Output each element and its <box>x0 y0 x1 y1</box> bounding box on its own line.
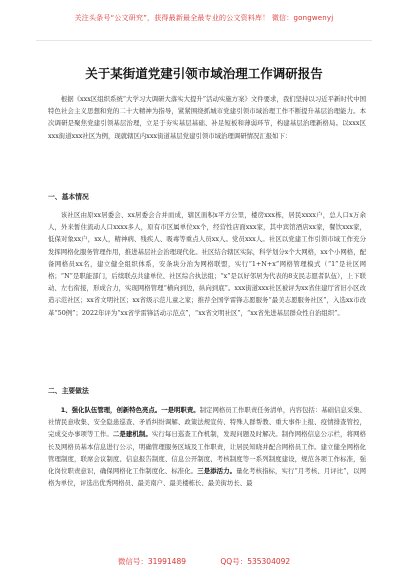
section-heading-basic-info: 一、基本情况 <box>48 193 89 201</box>
practice-item-1-body-3: 量化考核指标，实行“月考核、月评比”，以网格为单位，评选出优秀网格员、最美南户、最美楼栋长、最美街坊长、最 <box>48 467 366 488</box>
footer-qq: QQ号：535304092 <box>220 557 291 566</box>
document-title: 关于某街道党建引领市域治理工作调研报告 <box>85 66 323 81</box>
basic-info-paragraph: 该社区由原xx居委会、xx居委会合并而成，辖区面积x平方公里，楼房xxx栋，居民xxxx户，总人口x万余人，外来暂住流动人口xxxx多人，原有市区属单位xx个，经营性店面xxx家，其中宾馆酒店xx家，餐饮xxx家，低保对象xx户，xx人，精神病、残疾人、吸毒等重点人员xx人。党员xxx人。社区以党建工作引领市域工作充分发挥网格化服务管理作用，推进基层社会治理现代化。社区结合辖区实际，科学划分x个大网格，xx个小网格，配备网格员xx名，建立健全组织体系，安条块分治为网格联盟，实行“1+N+x”网格管理模式（“1”是社区网格；“N”是职能部门，后续联点共建单位、社区综合执法组；“x”是以好邻居为代表的8支民志愿者队伍），上下联动、左右衔接，形成合力，实现网格管理“横向到边，纵向到底”。xxx街道xxx社区被评为xx省住建厅省旧小区改造示范社区；xx省文明社区；xx省级示范儿童之家；推荐全国学雷锋志愿服务“最美志愿服务社区”，入选xx市改革“50例”；2022年评为“xx省学雷锋活动示范点”，“xx省文明社区”，“xx省先进基层群众性自治组织”。 <box>48 211 366 317</box>
promo-banner-text: 关注头条号“公文研究”，获得最新最全最专业的公文资料库！ 微信： <box>74 14 294 22</box>
promo-banner-handle: gongwenyj <box>293 14 334 22</box>
header-divider <box>36 40 372 41</box>
practice-item-1-body-2: 实行每日巡查工作机制，发现问题及时解决。制作网格信息公示栏，将网格长及网格员基本信息进行公示，明确管理服务区域及工作职责，让居民知晓并配合网格员工作。建立健全网格化管理制度，联席会议制度、信息报告制度、信息公开制度、考核制度等一系列制度建设，规范各项工作标准，强化岗位职责意识，确保网格化工作制度化、标准化。 <box>48 430 367 476</box>
footer-wechat: 微信号：31991489 <box>117 557 187 566</box>
practice-item-1-body: 制定网格员工作职责任务清单，内容包括：基础信息采集、社情民意收集、安全隐患巡查、矛盾纠纷调解、政策法规宣传、特殊人群帮教、重大事件上报、疫情排查管控，完成交办事项等工作。 <box>48 406 367 439</box>
practice-item-1-label-2: 二是建机制。 <box>112 430 152 439</box>
contact-footer <box>0 556 408 567</box>
intro-paragraph: 根据《xxx区组织系统“大学习大调研大落实大提升”活动实施方案》文件要求，我们坚持以习近平新时代中国特色社会主义思想和党的二十大精神为指导，紧紧围绕抓城市党建引领市域治理工作不断提升基层治理能力。本次调研是聚焦党建引领基层治理，立足于夯实基层基础、补足短板和薄弱环节，构建基层治理新格局。以xxx区xxx街道xxx社区为例，现就辖区内xxx街道基层党建引领市域治理调研情况汇报如下： <box>48 95 366 140</box>
main-practices-paragraph <box>48 404 366 489</box>
promo-banner <box>0 13 408 23</box>
practice-item-1-label: 1、强化队伍管理，创新特色亮点。一是明职责。 <box>60 406 200 414</box>
practice-item-1-label-3: 三是添活力。 <box>197 467 237 476</box>
section-heading-main-practices: 二、主要做法 <box>48 387 89 395</box>
